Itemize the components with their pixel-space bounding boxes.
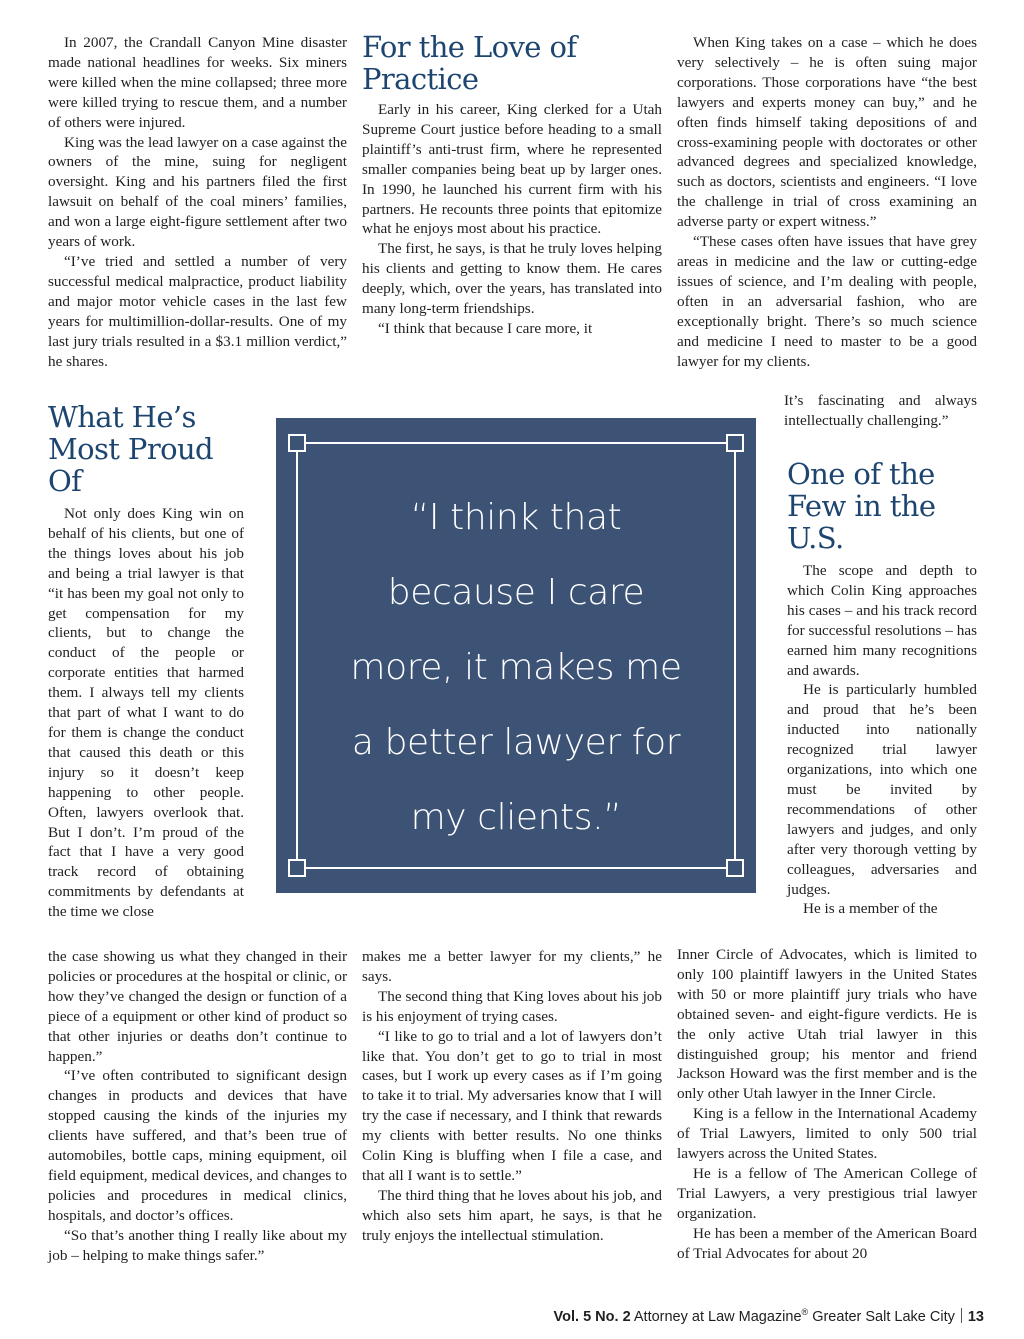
pull-quote-text [316,480,716,855]
paragraph: “I’ve tried and settled a number of very successful medical malpractice, product liability and major motor vehicle cases in the last few years for multimillion-dollar-results. One of my last jury trials resulted in a $3.1 million verdict,” he shares. [48,252,347,370]
love-of-practice-bottom-text [362,947,662,1246]
paragraph: In 2007, the Crandall Canyon Mine disaster made national headlines for weeks. Six miners were killed when the mine collapsed; three more were killed trying to rescue them, and a number of others were injured. [48,34,347,131]
page-number: 13 [967,1308,984,1325]
section-heading-one-of-few: One of the Few in the U.S. [787,457,936,555]
paragraph: The second thing that King loves about his job is his enjoyment of trying cases. [362,987,662,1025]
paragraph: He has been a member of the American Board of Trial Advocates for about 20 [677,1224,977,1262]
pull-quote-line: a better lawyer for [351,722,681,763]
one-of-few-narrow-text [787,561,977,919]
frame-line [306,867,726,869]
paragraph: King was the lead lawyer on a case against the owners of the mine, suing for negligent oversight. King and his partners filed the first lawsuit on behalf of the coal miners’ families, and won a large eight-figure settlement after two years of work. [48,133,347,251]
paragraph: He is particularly humbled and proud that he’s been inducted into nationally recognized trial lawyer organizations, into which one must be invited by recommendations of other lawyers and judges, and only after very thorough vetting by colleagues, adversaries and judges. [787,681,977,898]
love-of-practice-top-text [362,100,662,339]
paragraph: “I’ve often contributed to significant design changes in products and devices that have stopped causing the kinds of the injuries my clients have suffered, and that’s been true of automobiles, bottle caps, mining equipment, oil field equipment, medical devices, and changes to policies and procedures in medical clinics, hospitals, and doctor’s offices. [48,1067,347,1224]
paragraph: “I like to go to trial and a lot of lawyers don’t like that. You don’t get to go to trial in most cases, but I work up every cases as if I’m going to take it to trial. My adversaries know that I will try the case if necessary, and I think that rewards my clients with better results. No one thinks Colin King is bluffing when I file a case, and that all I want is to settle.” [362,1027,662,1184]
paragraph: The third thing that he loves about his job, and which also sets him apart, he says, is that he truly enjoys the intellectual stimulation. [362,1186,662,1244]
section-heading-most-proud: What He’s Most Proud Of [48,400,213,498]
paragraph: King is a fellow in the International Academy of Trial Lawyers, limited to only 500 trial lawyers across the United States. [677,1105,977,1163]
pull-quote-line: because I care [387,572,645,613]
paragraph: He is a member of the [803,900,938,918]
page-footer [554,1307,984,1325]
frame-corner [726,859,744,877]
one-of-few-wide-text [677,945,977,1264]
col3-top-text [677,33,977,371]
pull-quote-line: “I think that [410,497,622,538]
paragraph: “So that’s another thing I really like about my job – helping to make things safer.” [48,1226,347,1264]
col1-top-text [48,33,347,371]
paragraph: The first, he says, is that he truly loves helping his clients and getting to know them. He cares deeply, which, over the years, has translated into many long-term friendships. [362,240,662,318]
paragraph: the case showing us what they changed in their policies or procedures at the hospital or clinic, or how they’ve changed the design or function of a piece of a equipment or other kind of product so that other injuries or deaths don’t continue to happen.” [48,948,347,1065]
most-proud-narrow-text [48,504,244,922]
paragraph: He is a fellow of The American College of Trial Lawyers, a very prestigious trial lawyer organization. [677,1164,977,1222]
footer-divider [961,1308,962,1323]
paragraph: When King takes on a case – which he does very selectively – he is often suing major corporations. Those corporations have “the best lawyers and experts money can buy,” and he often finds himself taking depositions of and cross-examining people with doctorates or other advanced degrees and specialized knowledge, such as doctors, scientists and engineers. “I love the challenge in trial of cross examining an adverse party or expert witness.” [677,34,977,231]
col3-tail-text [784,391,977,431]
paragraph: Early in his career, King clerked for a Utah Supreme Court justice before heading to a small plaintiff’s anti-trust firm, where he represented smaller companies being beat up by larger ones. In 1990, he launched his current firm with his partners. He recounts three points that epitomize what he enjoys most about his practice. [362,101,662,238]
paragraph: The scope and depth to which Colin King approaches his cases – and his track record for successful resolutions – has earned him many recognitions and awards. [787,562,977,679]
frame-corner [726,434,744,452]
section-heading-love-of-practice: For the Love of Practice [362,30,577,96]
frame-corner [288,859,306,877]
pull-quote-box [276,418,756,893]
paragraph: It’s fascinating and always intellectually challenging.” [784,392,977,429]
frame-line [306,442,726,444]
pull-quote-line: my clients.” [410,797,622,838]
pull-quote-line: more, it makes me [350,647,682,688]
edition-name: Greater Salt Lake City [812,1308,955,1325]
magazine-name: Attorney at Law Magazine [633,1308,802,1325]
frame-line [734,452,736,859]
issue-number: Vol. 5 No. 2 [553,1308,631,1325]
registered-mark: ® [801,1307,809,1317]
paragraph: Not only does King win on behalf of his clients, but one of the things loves about his job and being a trial lawyer is that “it has been my goal not only to get compensation for my clients, but to change the conduct of the people or corporate entities that harmed them. I always tell my clients that part of what I want to do for them is change the conduct that caused this death or this injury so it doesn’t keep happening to other people. Often, lawyers overlook that. But I don’t. I’m proud of the fact that I have a very good track record of obtaining commitments by defendants at the time we close [48,505,244,921]
frame-line [296,452,298,859]
most-proud-wide-text [48,947,347,1266]
paragraph: “I think that because I care more, it [378,319,593,337]
paragraph: makes me a better lawyer for my clients,” he says. [362,948,662,985]
paragraph: Inner Circle of Advocates, which is limited to only 100 plaintiff lawyers in the United States with 50 or more plaintiff jury trials who have obtained seven- and eight-figure verdicts. He is the only active Utah trial lawyer in this distinguished group; his mentor and friend Jackson Howard was the first member and is the only other Utah lawyer in the Inner Circle. [677,946,977,1103]
paragraph: “These cases often have issues that have grey areas in medicine and the law or cutting-edge issues of science, and I’m dealing with people, often in an adversarial fashion, who are exceptionally bright. There’s so much science and medicine I need to master to be a good lawyer for my clients. [677,233,977,370]
frame-corner [288,434,306,452]
